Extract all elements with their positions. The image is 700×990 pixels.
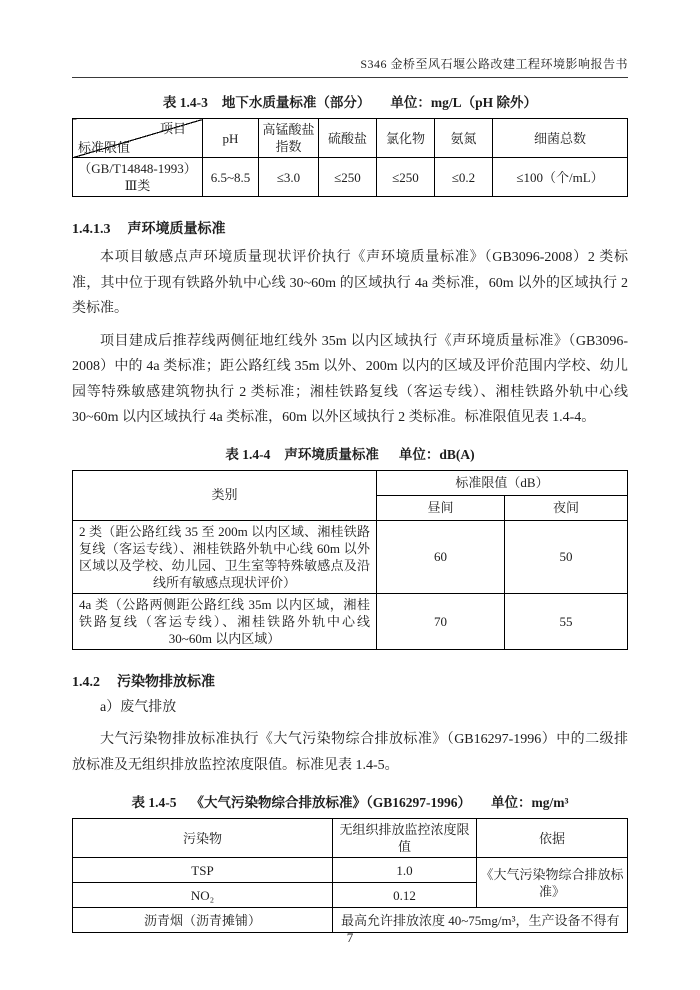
basis-cell: 《大气污染物综合排放标准》 (477, 858, 628, 908)
value-bacteria: ≤100（个/mL） (493, 158, 628, 197)
value-chloride: ≤250 (377, 158, 435, 197)
section-title: 污染物排放标准 (117, 674, 215, 690)
section-number: 1.4.1.3 (72, 222, 111, 237)
column-header-bacteria: 细菌总数 (493, 119, 628, 158)
category-class2: 2 类（距公路红线 35 至 200m 以内区域、湘桂铁路复线（客运专线）、湘桂铁路外轨中心线 60m 以外区域以及学校、幼儿园、卫生室等特殊敏感点及沿线所有敏感点现状评价） (73, 520, 377, 593)
page-number: 7 (346, 930, 354, 945)
pollutant-tsp: TSP (73, 858, 333, 883)
table-1-4-3-caption-label: 表 1.4-3 (162, 95, 208, 110)
column-header-night: 夜间 (505, 495, 628, 520)
table-1-4-3-caption-unit: 单位：mg/L（pH 除外） (390, 95, 538, 110)
column-header-unorganized-limit: 无组织排放监控浓度限值 (333, 819, 477, 858)
column-header-day: 昼间 (377, 495, 505, 520)
table-1-4-3-caption (72, 91, 628, 111)
groundwater-quality-table (72, 118, 628, 197)
standard-row-label: （GB/T14848-1993）Ⅲ类 (73, 158, 203, 197)
column-header-category: 类别 (73, 470, 377, 520)
table-1-4-4-caption-title: 声环境质量标准 (284, 446, 379, 462)
value-ammonia: ≤0.2 (435, 158, 493, 197)
paragraph-noise-2: 项目建成后推荐线两侧征地红线外 35m 以内区域执行《声环境质量标准》（GB3096-2008）中的 4a 类标准；距公路红线 35m 以外、200m 以内的区域及评价范围内学校、幼儿园等特殊敏感建筑物执行 2 类标准；湘桂铁路复线（客运专线）、湘桂铁路外轨中心线 30~60m 以内区域执行 4a 类标准，60m 以外区域执行 2 类标准。标准限值见表 1.4-4。 (72, 333, 628, 425)
table-1-4-4-caption (72, 443, 628, 463)
table-row (73, 908, 628, 933)
table-1-4-4-caption-label: 表 1.4-4 (225, 446, 271, 462)
value-class4a-day: 70 (377, 593, 505, 649)
value-ph: 6.5~8.5 (203, 158, 259, 197)
value-class2-night: 50 (505, 520, 628, 593)
column-header-chloride: 氯化物 (377, 119, 435, 158)
column-header-limit: 标准限值（dB） (377, 470, 628, 495)
category-class4a: 4a 类（公路两侧距公路红线 35m 以内区域，湘桂铁路复线（客运专线）、湘桂铁路外轨中心线 30~60m 以内区域） (73, 593, 377, 649)
report-title: S346 金桥至风石堰公路改建工程环境影响报告书 (360, 57, 628, 71)
pollutant-no2: NO₂ (73, 883, 333, 908)
section-title: 声环境质量标准 (127, 222, 226, 237)
pollutant-asphalt: 沥青烟（沥青摊铺） (73, 908, 333, 933)
table-row (73, 470, 628, 495)
table-row (73, 520, 628, 593)
table-1-4-5-caption-unit: 单位：mg/m³ (490, 795, 569, 810)
section-number: 1.4.2 (72, 674, 100, 690)
value-sulfate: ≤250 (319, 158, 377, 197)
corner-label-item: 项目 (159, 121, 186, 136)
value-no2-limit: 0.12 (333, 883, 477, 908)
table-row (73, 119, 628, 158)
value-tsp-limit: 1.0 (333, 858, 477, 883)
section-heading-1-4-2 (72, 671, 628, 691)
column-header-ammonia: 氨氮 (435, 119, 493, 158)
table-1-4-5-caption-title: 《大气污染物综合排放标准》（GB16297-1996） (190, 795, 471, 810)
table-1-4-5-caption (72, 791, 628, 811)
table-row (73, 593, 628, 649)
table-1-4-3-caption-title: 地下水质量标准（部分） (221, 95, 371, 110)
value-permanganate: ≤3.0 (259, 158, 319, 197)
table-1-4-4-caption-unit: 单位：dB(A) (398, 446, 475, 462)
value-asphalt-limit: 最高允许排放浓度 40~75mg/m³，生产设备不得有 (333, 908, 628, 933)
column-header-sulfate: 硫酸盐 (319, 119, 377, 158)
column-header-ph: pH (203, 119, 259, 158)
table-row (73, 819, 628, 858)
corner-label-limit: 标准限值 (78, 140, 131, 155)
table-row (73, 858, 628, 883)
air-emission-table (72, 818, 628, 933)
paragraph-noise-1: 本项目敏感点声环境质量现状评价执行《声环境质量标准》（GB3096-2008）2 类标准，其中位于现有铁路外轨中心线 30~60m 的区域执行 4a 类标准，60m 以外的区域执行 2 类标准。 (72, 250, 628, 316)
column-header-pollutant: 污染物 (73, 819, 333, 858)
value-class4a-night: 55 (505, 593, 628, 649)
column-header-basis: 依据 (477, 819, 628, 858)
corner-cell (73, 119, 203, 158)
sub-item-a-waste-gas: a）废气排放 (100, 699, 177, 715)
value-class2-day: 60 (377, 520, 505, 593)
paragraph-emission: 大气污染物排放标准执行《大气污染物综合排放标准》（GB16297-1996）中的二级排放标准及无组织排放监控浓度限值。标准见表 1.4-5。 (72, 732, 628, 773)
table-row (73, 158, 628, 197)
running-header (72, 55, 628, 78)
column-header-permanganate: 高锰酸盐指数 (259, 119, 319, 158)
noise-standard-table (72, 470, 628, 650)
section-heading-1-4-1-3 (72, 218, 628, 238)
table-1-4-5-caption-label: 表 1.4-5 (131, 795, 177, 810)
